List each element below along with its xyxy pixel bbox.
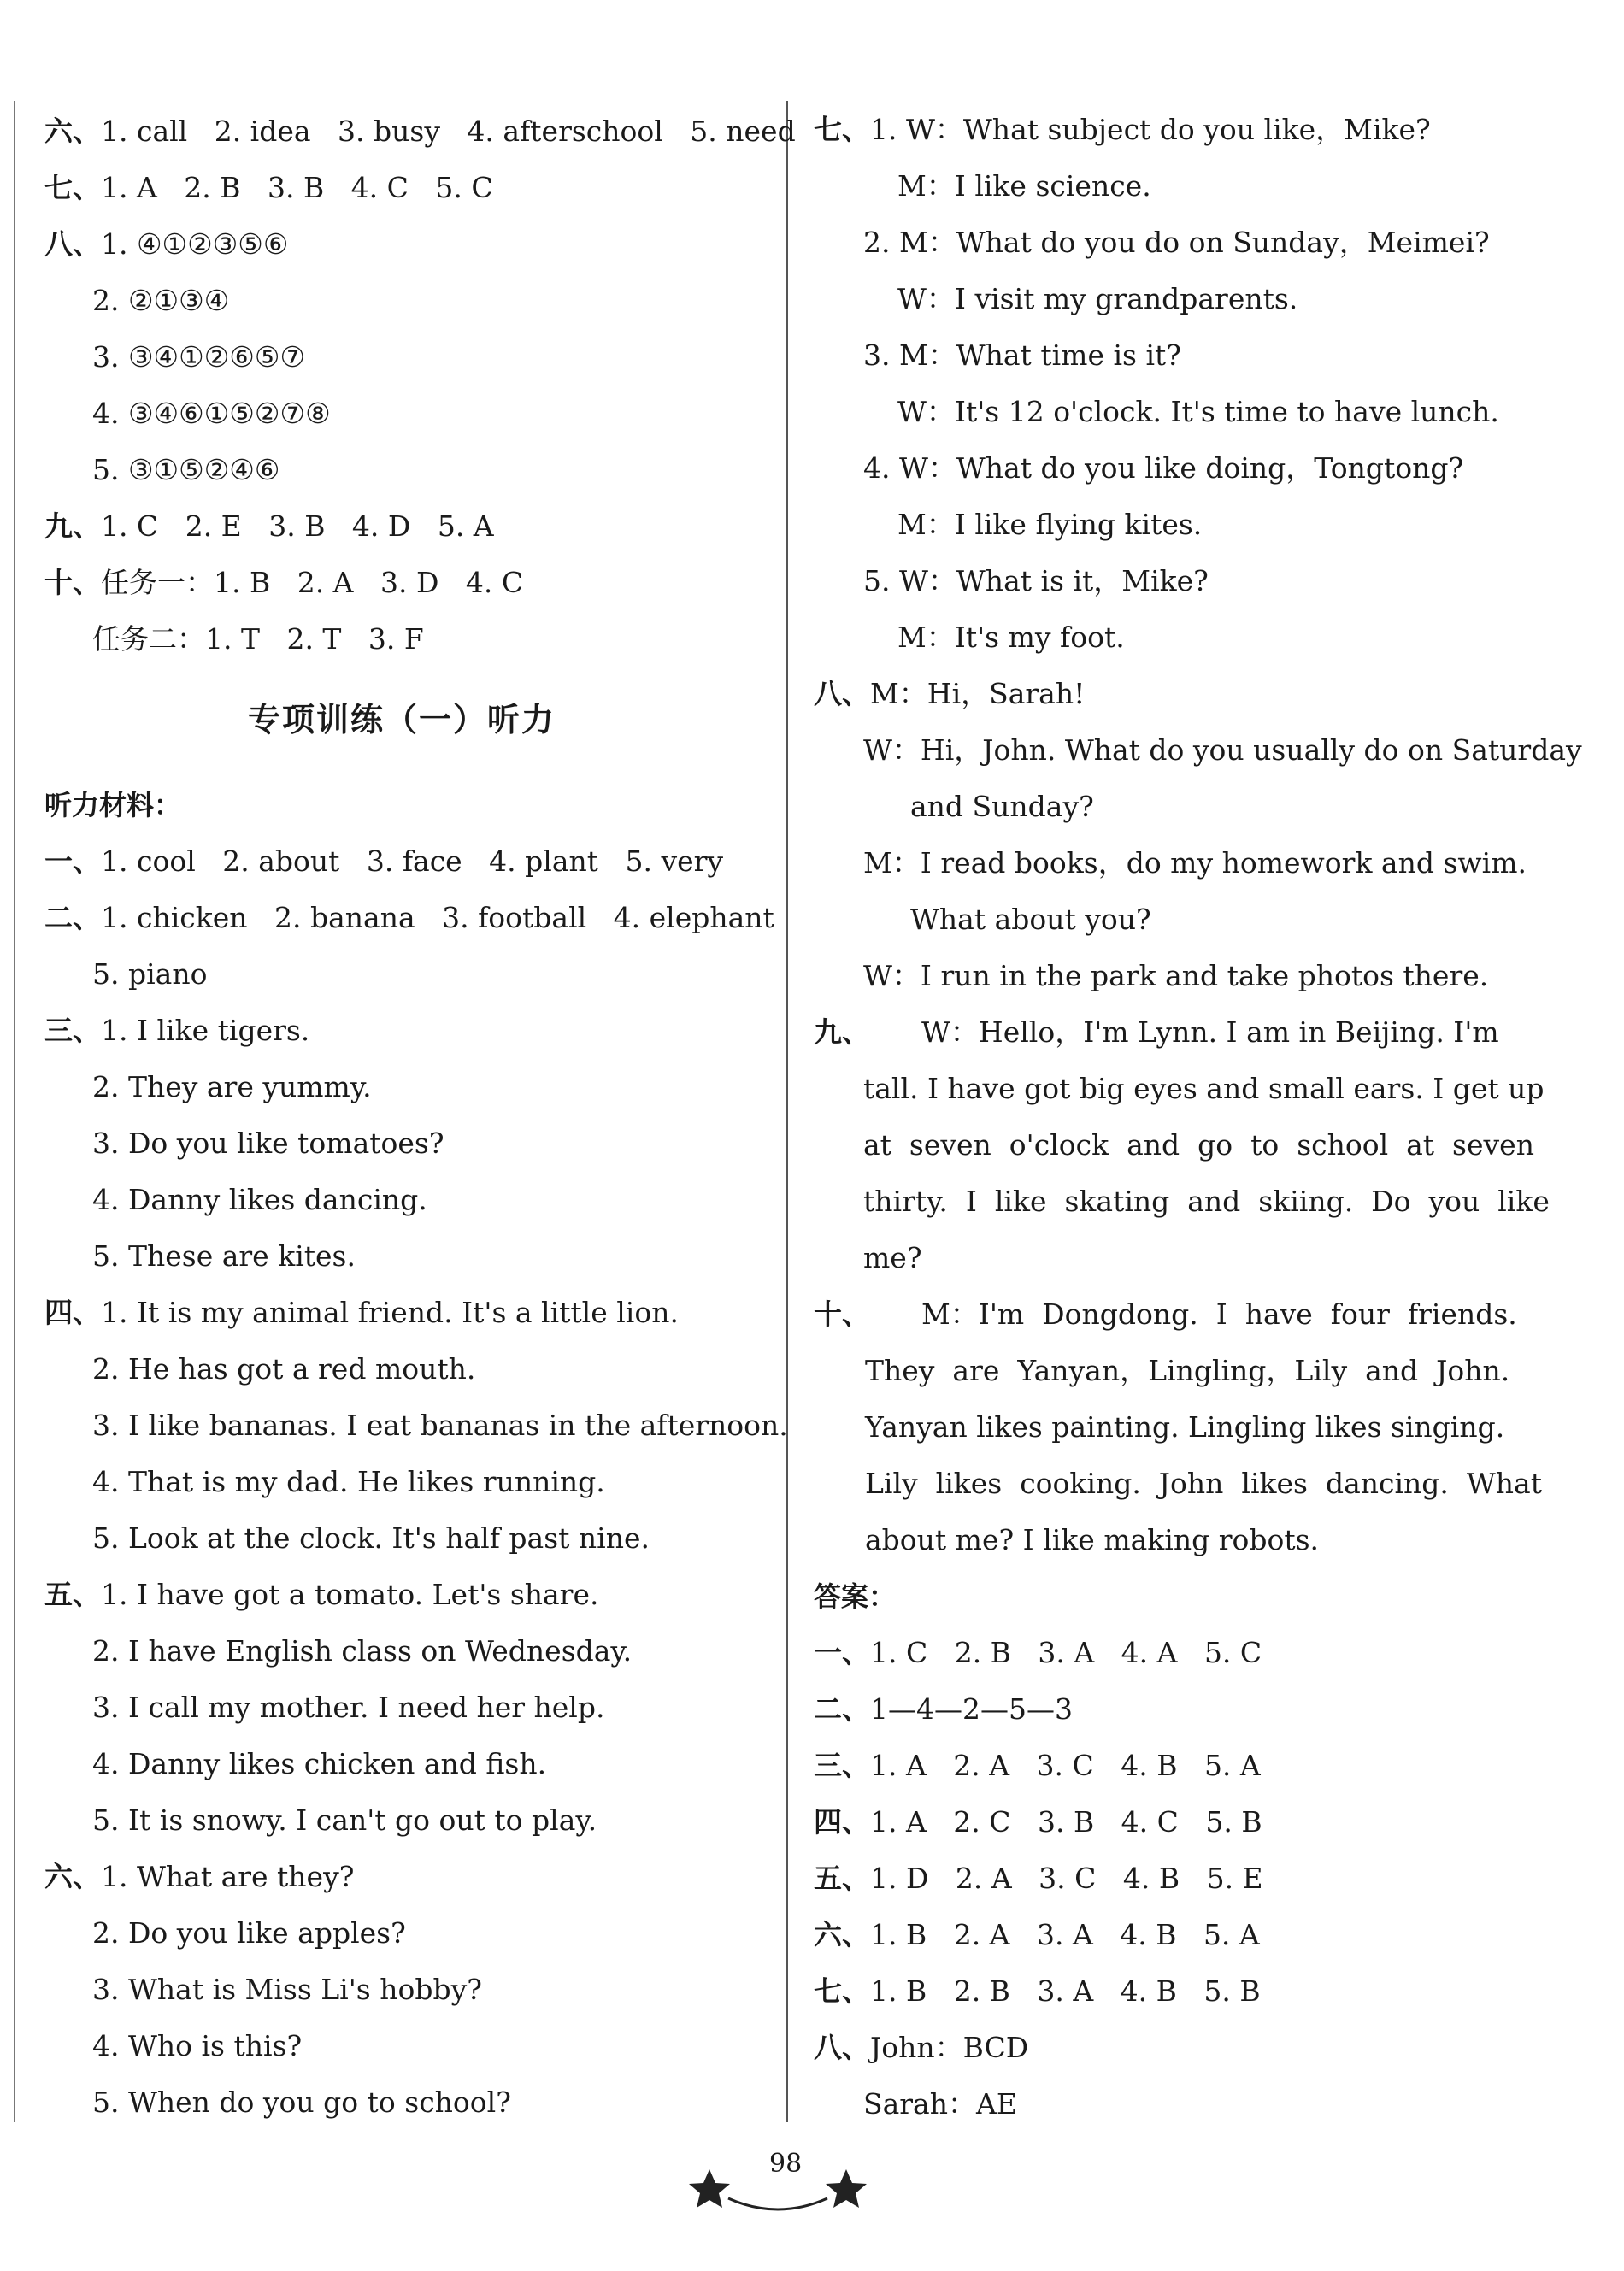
material-line: 5. Look at the clock. It's half past nine.	[92, 1521, 650, 1555]
script-line: at seven o'clock and go to school at seven	[863, 1128, 1534, 1162]
answers-heading: 答案：	[814, 1580, 897, 1613]
answer-line: 一、1. C 2. B 3. A 4. A 5. C	[814, 1636, 1262, 1669]
swoosh-line	[728, 2198, 827, 2209]
answer-line: 5. ③①⑤②④⑥	[92, 453, 280, 486]
script-line: They are Yanyan，Lingling，Lily and John.	[865, 1354, 1510, 1387]
script-line: 十、 M：I'm Dongdong. I have four friends.	[814, 1297, 1517, 1331]
material-line: 3. Do you like tomatoes?	[92, 1127, 444, 1160]
answer-line: 3. ③④①②⑥⑤⑦	[92, 340, 306, 374]
material-line: 4. Who is this?	[92, 2029, 303, 2062]
left-margin-rule	[14, 101, 15, 2122]
material-line: 三、1. I like tigers.	[44, 1014, 310, 1047]
material-line: 二、1. chicken 2. banana 3. football 4. elephant	[44, 901, 774, 934]
script-line: tall. I have got big eyes and small ears. I get up	[863, 1072, 1545, 1105]
answer-line: 六、1. B 2. A 3. A 4. B 5. A	[814, 1918, 1260, 1951]
script-line: M：I like science.	[897, 169, 1151, 203]
script-line: 九、 W：Hello，I'm Lynn. I am in Beijing. I'm	[814, 1015, 1499, 1049]
answer-line: Sarah：AE	[863, 2087, 1017, 2121]
material-line: 5. piano	[92, 957, 208, 991]
answer-line: 八、1. ④①②③⑤⑥	[44, 227, 289, 261]
material-line: 六、1. What are they?	[44, 1860, 355, 1893]
answer-line: 七、1. B 2. B 3. A 4. B 5. B	[814, 1974, 1261, 2008]
script-line: M：I like flying kites.	[897, 508, 1203, 541]
answer-line: 2. ②①③④	[92, 284, 230, 317]
script-line: 4. W：What do you like doing，Tongtong?	[863, 451, 1464, 485]
answer-line: 七、1. A 2. B 3. B 4. C 5. C	[44, 171, 493, 204]
material-line: 3. I like bananas. I eat bananas in the afternoon.	[92, 1409, 788, 1442]
answer-line: 三、1. A 2. A 3. C 4. B 5. A	[814, 1749, 1261, 1782]
column-divider	[786, 101, 788, 2122]
answer-line: 九、1. C 2. E 3. B 4. D 5. A	[44, 509, 494, 543]
answer-line: 十、任务一：1. B 2. A 3. D 4. C	[44, 566, 524, 599]
script-line: Lily likes cooking. John likes dancing. What	[865, 1467, 1542, 1500]
material-line: 4. Danny likes dancing.	[92, 1183, 427, 1216]
material-line: 2. I have English class on Wednesday.	[92, 1634, 633, 1668]
material-line: 3. I call my mother. I need her help.	[92, 1691, 605, 1724]
answer-line: 任务二：1. T 2. T 3. F	[92, 622, 424, 656]
materials-heading: 听力材料：	[44, 789, 182, 821]
script-line: 八、M：Hi，Sarah!	[814, 677, 1086, 710]
material-line: 2. They are yummy.	[92, 1070, 372, 1103]
material-line: 五、1. I have got a tomato. Let's share.	[44, 1578, 599, 1611]
material-line: 4. That is my dad. He likes running.	[92, 1465, 605, 1498]
script-line: thirty. I like skating and skiing. Do you like	[863, 1185, 1550, 1218]
script-line: W：I run in the park and take photos there.	[863, 959, 1489, 992]
answer-line: 4. ③④⑥①⑤②⑦⑧	[92, 397, 331, 430]
script-line: M：I read books，do my homework and swim.	[863, 846, 1527, 880]
material-line: 5. It is snowy. I can't go out to play.	[92, 1803, 597, 1837]
script-line: me?	[863, 1241, 922, 1274]
script-line: and Sunday?	[910, 790, 1094, 823]
section-title: 专项训练（一）听力	[248, 701, 556, 738]
script-line: 2. M：What do you do on Sunday，Meimei?	[863, 226, 1490, 259]
material-line: 5. When do you go to school?	[92, 2086, 511, 2119]
script-line: about me? I like making robots.	[865, 1523, 1320, 1556]
right-star-icon	[826, 2169, 867, 2208]
script-line: 5. W：What is it，Mike?	[863, 564, 1209, 597]
script-line: 3. M：What time is it?	[863, 338, 1181, 372]
script-line: W：I visit my grandparents.	[897, 282, 1298, 315]
answer-line: 二、1—4—2—5—3	[814, 1692, 1073, 1726]
material-line: 2. He has got a red mouth.	[92, 1352, 476, 1386]
material-line: 4. Danny likes chicken and fish.	[92, 1747, 547, 1780]
material-line: 5. These are kites.	[92, 1239, 356, 1273]
answer-line: 五、1. D 2. A 3. C 4. B 5. E	[814, 1862, 1263, 1895]
script-line: M：It's my foot.	[897, 621, 1125, 654]
answer-line: 八、John：BCD	[814, 2031, 1029, 2064]
script-line: Yanyan likes painting. Lingling likes singing.	[865, 1410, 1505, 1444]
script-line: 七、1. W：What subject do you like，Mike?	[814, 113, 1431, 146]
material-line: 3. What is Miss Li's hobby?	[92, 1973, 482, 2006]
answer-line: 四、1. A 2. C 3. B 4. C 5. B	[814, 1805, 1262, 1839]
left-star-icon	[689, 2169, 730, 2208]
material-line: 2. Do you like apples?	[92, 1916, 406, 1950]
script-line: What about you?	[910, 903, 1151, 936]
material-line: 一、1. cool 2. about 3. face 4. plant 5. very	[44, 844, 724, 878]
material-line: 四、1. It is my animal friend. It's a little lion.	[44, 1296, 679, 1329]
script-line: W：Hi，John. What do you usually do on Saturday	[863, 733, 1582, 767]
page-number: 98	[769, 2149, 803, 2179]
answer-line: 六、1. call 2. idea 3. busy 4. afterschool 5. need	[44, 115, 796, 148]
script-line: W：It's 12 o'clock. It's time to have lunch.	[897, 395, 1499, 428]
